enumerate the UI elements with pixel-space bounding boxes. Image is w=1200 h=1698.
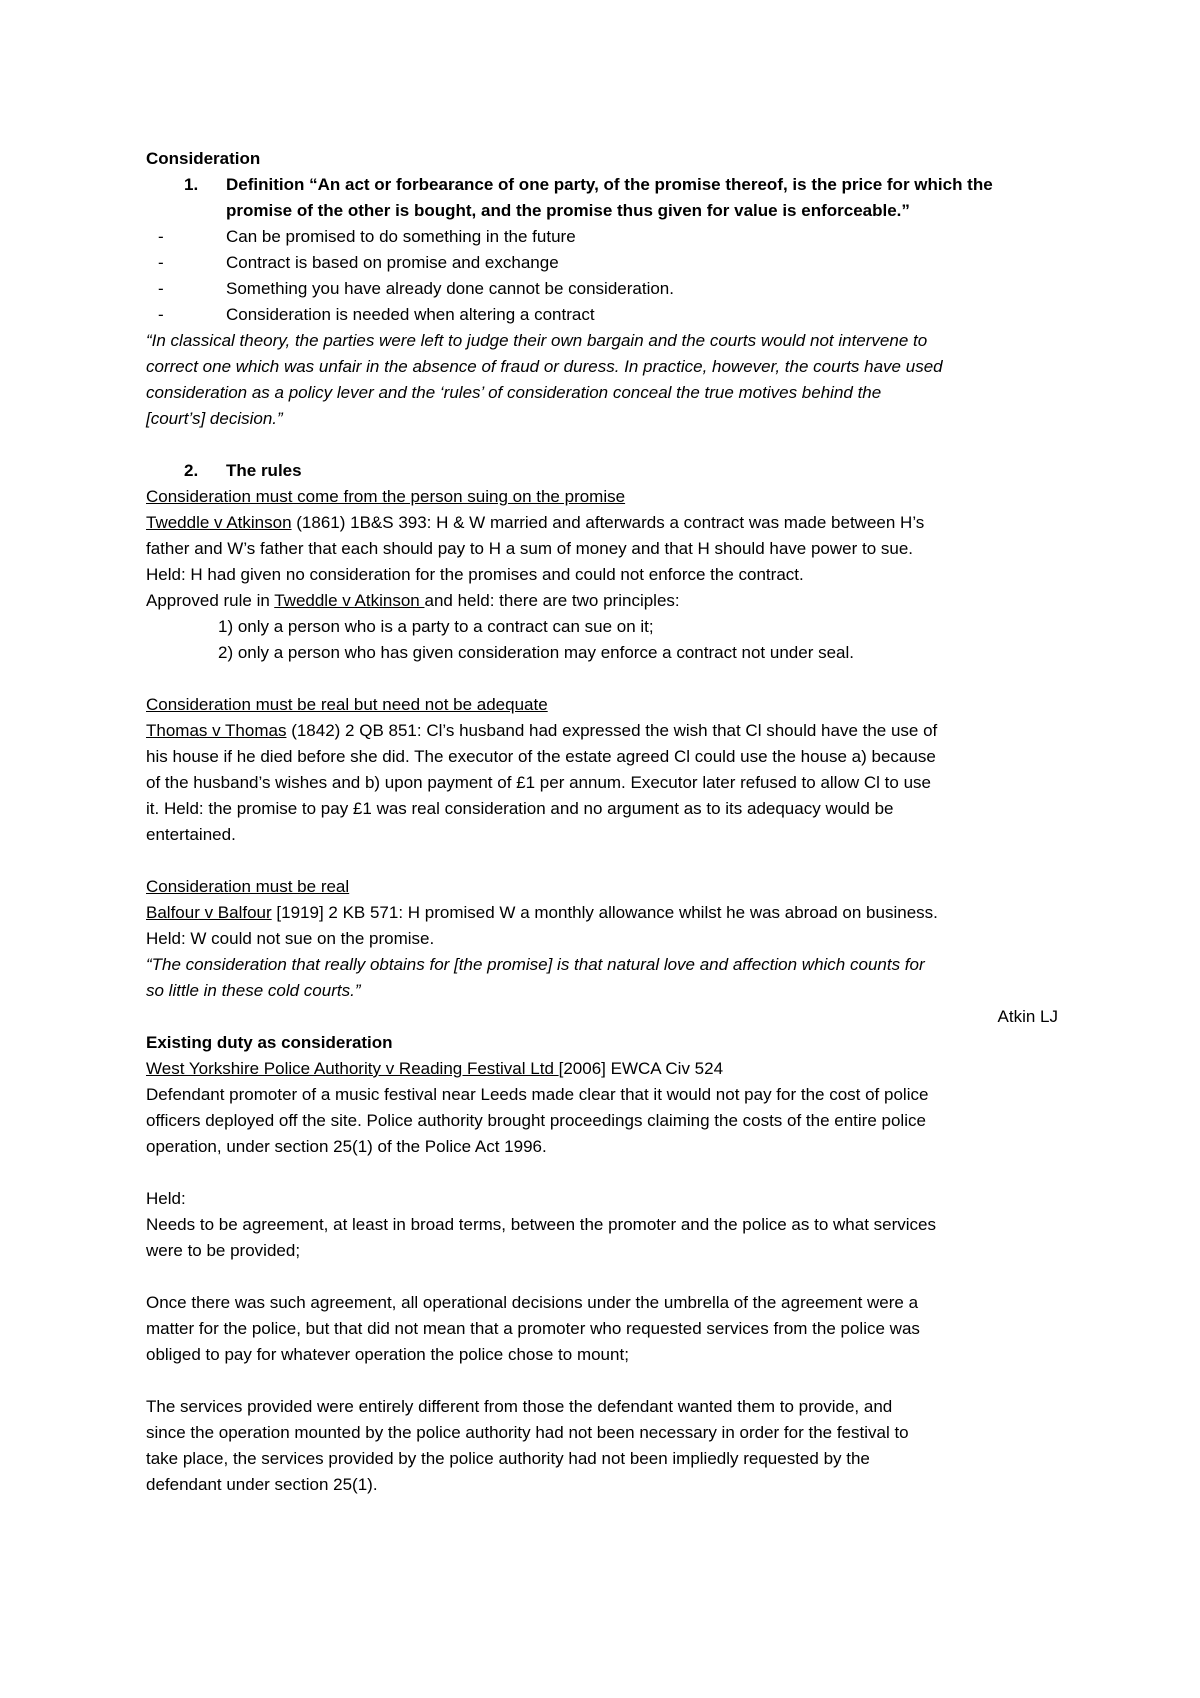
quote-line: “The consideration that really obtains for [the promise] is that natural love and affection which counts for	[146, 955, 925, 974]
spacer	[146, 666, 1076, 692]
rule-heading: Consideration must be real but need not be adequate	[146, 695, 548, 714]
spacer	[146, 1368, 1076, 1394]
rule-heading: Existing duty as consideration	[146, 1033, 393, 1052]
section-number: 1.	[184, 175, 199, 194]
definition-line-2: promise of the other is bought, and the promise thus given for value is enforceable.”	[226, 201, 910, 220]
case-line: Thomas v Thomas (1842) 2 QB 851: Cl’s husband had expressed the wish that Cl should have the use of	[146, 721, 938, 740]
case-line: Tweddle v Atkinson (1861) 1B&S 393: H & W married and afterwards a contract was made between H’s	[146, 513, 925, 532]
case-line: Balfour v Balfour [1919] 2 KB 571: H promised W a monthly allowance whilst he was abroad on business.	[146, 903, 938, 922]
body-line: The services provided were entirely different from those the defendant wanted them to provide, and	[146, 1397, 893, 1416]
quote-line: consideration as a policy lever and the ‘rules’ of consideration conceal the true motives behind the	[146, 383, 882, 402]
case-name: West Yorkshire Police Authority v Reading Festival Ltd	[146, 1059, 559, 1078]
definition-line-1: 1. Definition “An act or forbearance of one party, of the promise thereof, is the price for which the	[146, 172, 1076, 198]
principle-item: 2) only a person who has given consideration may enforce a contract not under seal.	[218, 643, 854, 662]
case-name: Thomas v Thomas	[146, 721, 287, 740]
body-line: Approved rule in Tweddle v Atkinson and held: there are two principles:	[146, 591, 680, 610]
rule-heading: Consideration must be real	[146, 877, 350, 896]
document-page	[146, 146, 1076, 1498]
case-name: Tweddle v Atkinson	[146, 513, 292, 532]
quote-line: “In classical theory, the parties were left to judge their own bargain and the courts would not intervene to	[146, 331, 928, 350]
body-line: Once there was such agreement, all operational decisions under the umbrella of the agreement were a	[146, 1293, 919, 1312]
body-line: were to be provided;	[146, 1241, 301, 1260]
body-line: officers deployed off the site. Police authority brought proceedings claiming the costs of the entire police	[146, 1111, 926, 1130]
body-line: Needs to be agreement, at least in broad terms, between the promoter and the police as to what services	[146, 1215, 936, 1234]
body-line: Held: H had given no consideration for the promises and could not enforce the contract.	[146, 565, 804, 584]
body-line: father and W’s father that each should pay to H a sum of money and that H should have power to sue.	[146, 539, 914, 558]
body-line: operation, under section 25(1) of the Police Act 1996.	[146, 1137, 547, 1156]
spacer	[146, 1160, 1076, 1186]
bullet-item: - Contract is based on promise and exchange	[158, 253, 559, 272]
quote-line: [court’s] decision.”	[146, 409, 283, 428]
bullet-item: - Can be promised to do something in the future	[158, 227, 576, 246]
body-line: obliged to pay for whatever operation the police chose to mount;	[146, 1345, 629, 1364]
case-line: West Yorkshire Police Authority v Reading Festival Ltd [2006] EWCA Civ 524	[146, 1059, 724, 1078]
case-name: Tweddle v Atkinson	[274, 591, 425, 610]
body-line: take place, the services provided by the police authority had not been impliedly requested by the	[146, 1449, 870, 1468]
body-line: since the operation mounted by the police authority had not been necessary in order for the festival to	[146, 1423, 909, 1442]
body-line: Held: W could not sue on the promise.	[146, 929, 435, 948]
spacer	[146, 432, 1076, 458]
bullet-item: - Consideration is needed when altering a contract	[158, 305, 595, 324]
body-line: it. Held: the promise to pay £1 was real consideration and no argument as to its adequacy would be	[146, 799, 894, 818]
document-heading: Consideration	[146, 149, 261, 168]
section-number: 2.	[184, 461, 199, 480]
held-label: Held:	[146, 1189, 186, 1208]
spacer	[146, 848, 1076, 874]
bullet-item: - Something you have already done cannot be consideration.	[158, 279, 674, 298]
body-line: matter for the police, but that did not mean that a promoter who requested services from the police was	[146, 1319, 920, 1338]
quote-attribution: Atkin LJ	[997, 1007, 1058, 1026]
principle-item: 1) only a person who is a party to a contract can sue on it;	[218, 617, 654, 636]
quote-line: correct one which was unfair in the absence of fraud or duress. In practice, however, the courts have used	[146, 357, 943, 376]
body-line: his house if he died before she did. The executor of the estate agreed Cl could use the house a) because	[146, 747, 936, 766]
body-line: of the husband’s wishes and b) upon payment of £1 per annum. Executor later refused to allow Cl to use	[146, 773, 931, 792]
section-2-heading: 2. The rules	[146, 458, 1076, 484]
quote-line: so little in these cold courts.”	[146, 981, 361, 1000]
spacer	[146, 1264, 1076, 1290]
body-line: defendant under section 25(1).	[146, 1475, 378, 1494]
case-name: Balfour v Balfour	[146, 903, 272, 922]
rule-heading: Consideration must come from the person suing on the promise	[146, 487, 626, 506]
body-line: entertained.	[146, 825, 236, 844]
body-line: Defendant promoter of a music festival near Leeds made clear that it would not pay for the cost of police	[146, 1085, 929, 1104]
